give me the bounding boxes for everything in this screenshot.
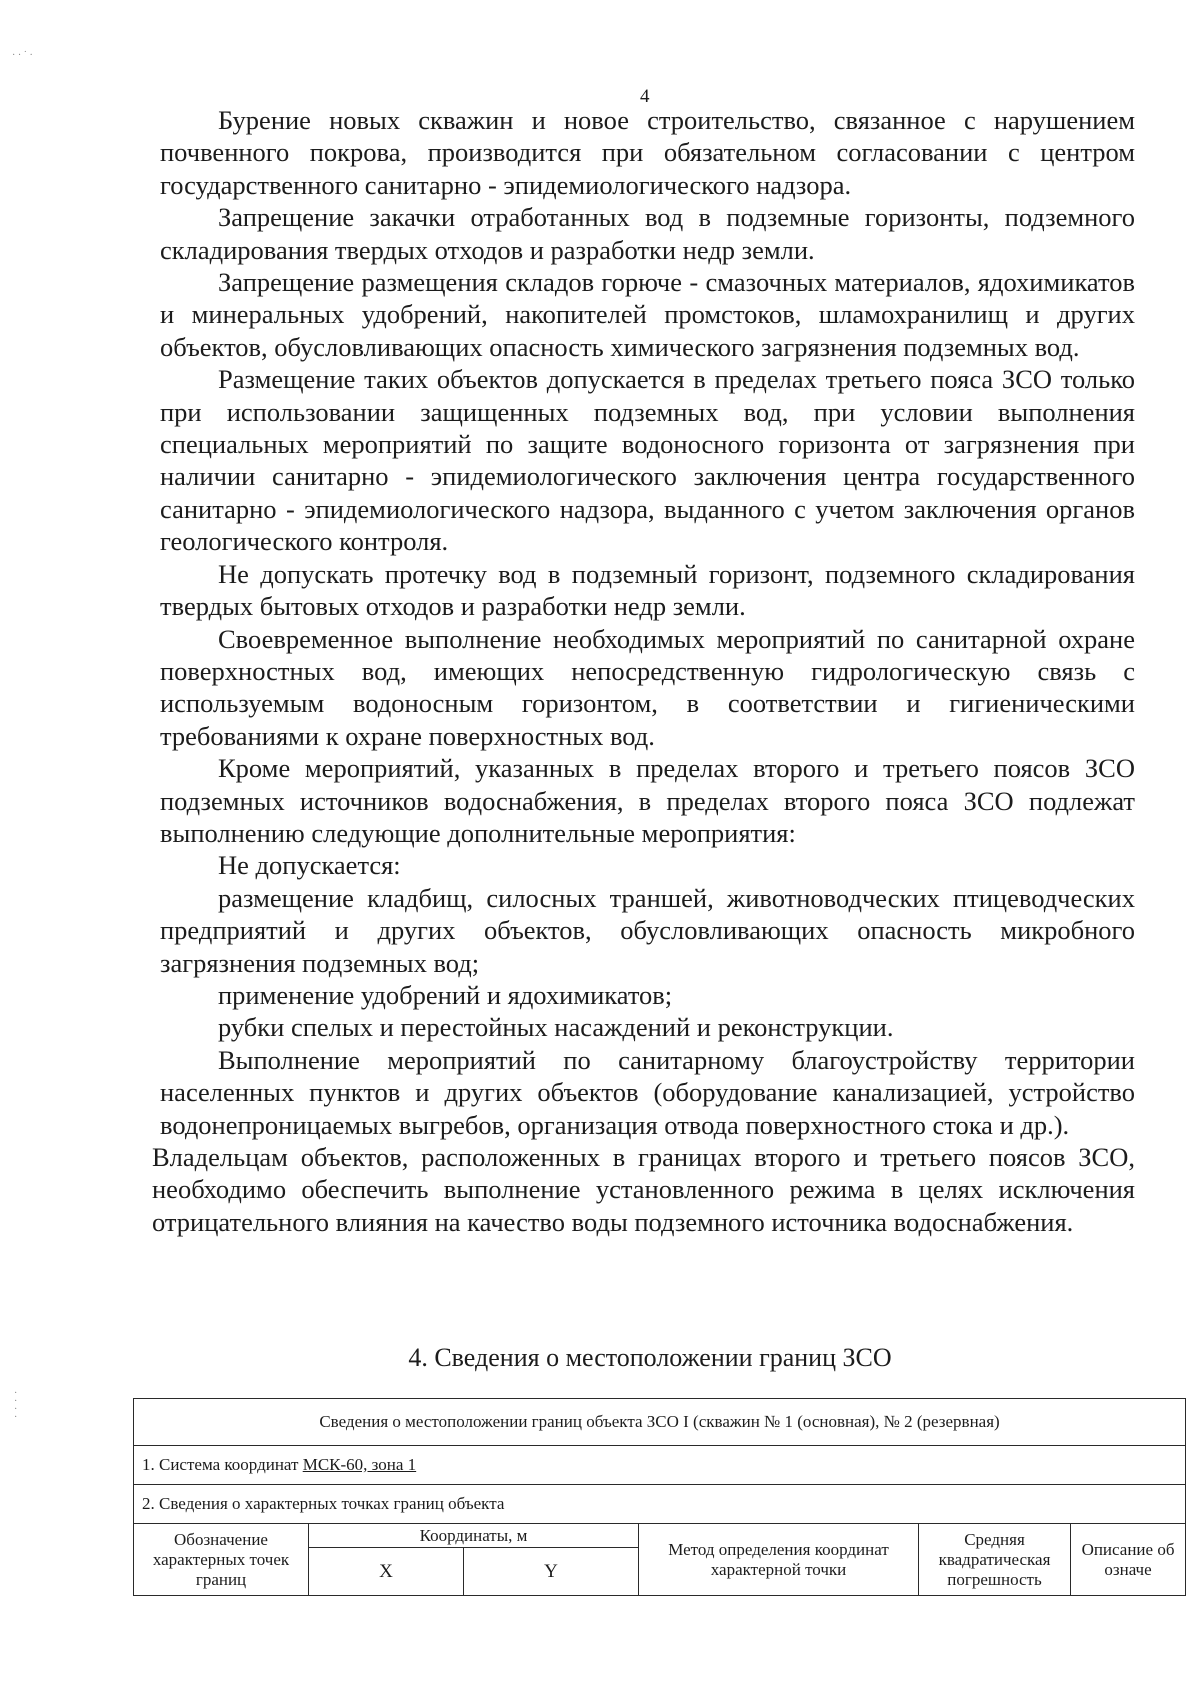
section-title: 4. Сведения о местоположении границ ЗСО <box>408 1343 892 1372</box>
coord-system-value: МСК-60, зона 1 <box>302 1455 417 1474</box>
header-coordinates: Координаты, м <box>309 1524 639 1548</box>
header-designation: Обозначение характерных точек границ <box>134 1524 309 1596</box>
header-method: Метод определения координат характерной точки <box>639 1524 919 1596</box>
header-description: Описание обозначе <box>1071 1524 1186 1596</box>
list-item: применение удобрений и ядохимикатов; <box>218 979 673 1010</box>
paragraph: Размещение таких объектов допускается в пределах третьего пояса ЗСО только при использовании защищенных подземных вод, при условии выполнения специальных мероприятий по защите водоносного горизонта от загрязнения при наличии санитарно - эпидемиологического заключения центра государственного санитарно - эпидемиологического надзора, выданного с учетом заключения органов геологического контроля. <box>160 364 1135 557</box>
header-y: Y <box>464 1548 639 1596</box>
page-number: 4 <box>640 86 650 107</box>
table-row <box>134 1446 1186 1485</box>
paragraph: Своевременное выполнение необходимых мероприятий по санитарной охране поверхностных вод, имеющих непосредственную гидрологическую связь с используемым водоносным горизонтом, в соответствии и гигиеническими требованиями к охране поверхностных вод. <box>160 623 1135 751</box>
scan-artifact: · · ˙ · <box>12 50 33 61</box>
paragraph: Запрещение размещения складов горюче - смазочных материалов, ядохимикатов и минеральных удобрений, накопителей промстоков, шламохранилищ и других объектов, обусловливающих опасность химического загрязнения подземных вод. <box>160 267 1135 362</box>
paragraph: Бурение новых скважин и новое строительство, связанное с нарушением почвенного покрова, производится при обязательном согласовании с центром государственного санитарно - эпидемиологического надзора. <box>160 105 1135 200</box>
points-caption: 2. Сведения о характерных точках границ объекта <box>134 1485 1186 1524</box>
list-item: рубки спелых и перестойных насаждений и реконструкции. <box>218 1012 894 1043</box>
table-title-row <box>134 1399 1186 1446</box>
table-header-row <box>134 1524 1186 1548</box>
paragraph: Выполнение мероприятий по санитарному благоустройству территории населенных пунктов и других объектов (оборудование канализацией, устройство водонепроницаемых выгребов, организация отвода поверхностного стока и др.). <box>160 1044 1135 1140</box>
header-x: X <box>309 1548 464 1596</box>
table-row <box>134 1485 1186 1524</box>
scan-artifact: · · · · <box>14 1388 18 1423</box>
zso-boundaries-table <box>133 1398 1186 1596</box>
table-title: Сведения о местоположении границ объекта ЗСО I (скважин № 1 (основная), № 2 (резервная) <box>134 1399 1186 1446</box>
paragraph: Кроме мероприятий, указанных в пределах второго и третьего поясов ЗСО подземных источников водоснабжения, в пределах второго пояса ЗСО подлежат выполнению следующие дополнительные мероприятия: <box>160 753 1135 848</box>
coord-system-label: 1. Система координат <box>142 1455 303 1474</box>
header-error: Средняя квадратическая погрешность <box>919 1524 1071 1596</box>
paragraph: Не допускать протечку вод в подземный горизонт, подземного складирования твердых бытовых отходов и разработки недр земли. <box>160 558 1135 622</box>
document-body <box>152 104 1135 1238</box>
coord-system-cell <box>134 1446 1186 1485</box>
paragraph: Владельцам объектов, расположенных в границах второго и третьего поясов ЗСО, необходимо обеспечить выполнение установленного режима в целях исключения отрицательного влияния на качество воды подземного источника водоснабжения. <box>152 1142 1135 1237</box>
paragraph: Запрещение закачки отработанных вод в подземные горизонты, подземного складирования твердых отходов и разработки недр земли. <box>160 202 1135 265</box>
list-item: размещение кладбищ, силосных траншей, животноводческих птицеводческих предприятий и других объектов, обусловливающих опасность микробного загрязнения подземных вод; <box>160 882 1135 978</box>
paragraph: Не допускается: <box>218 850 401 881</box>
